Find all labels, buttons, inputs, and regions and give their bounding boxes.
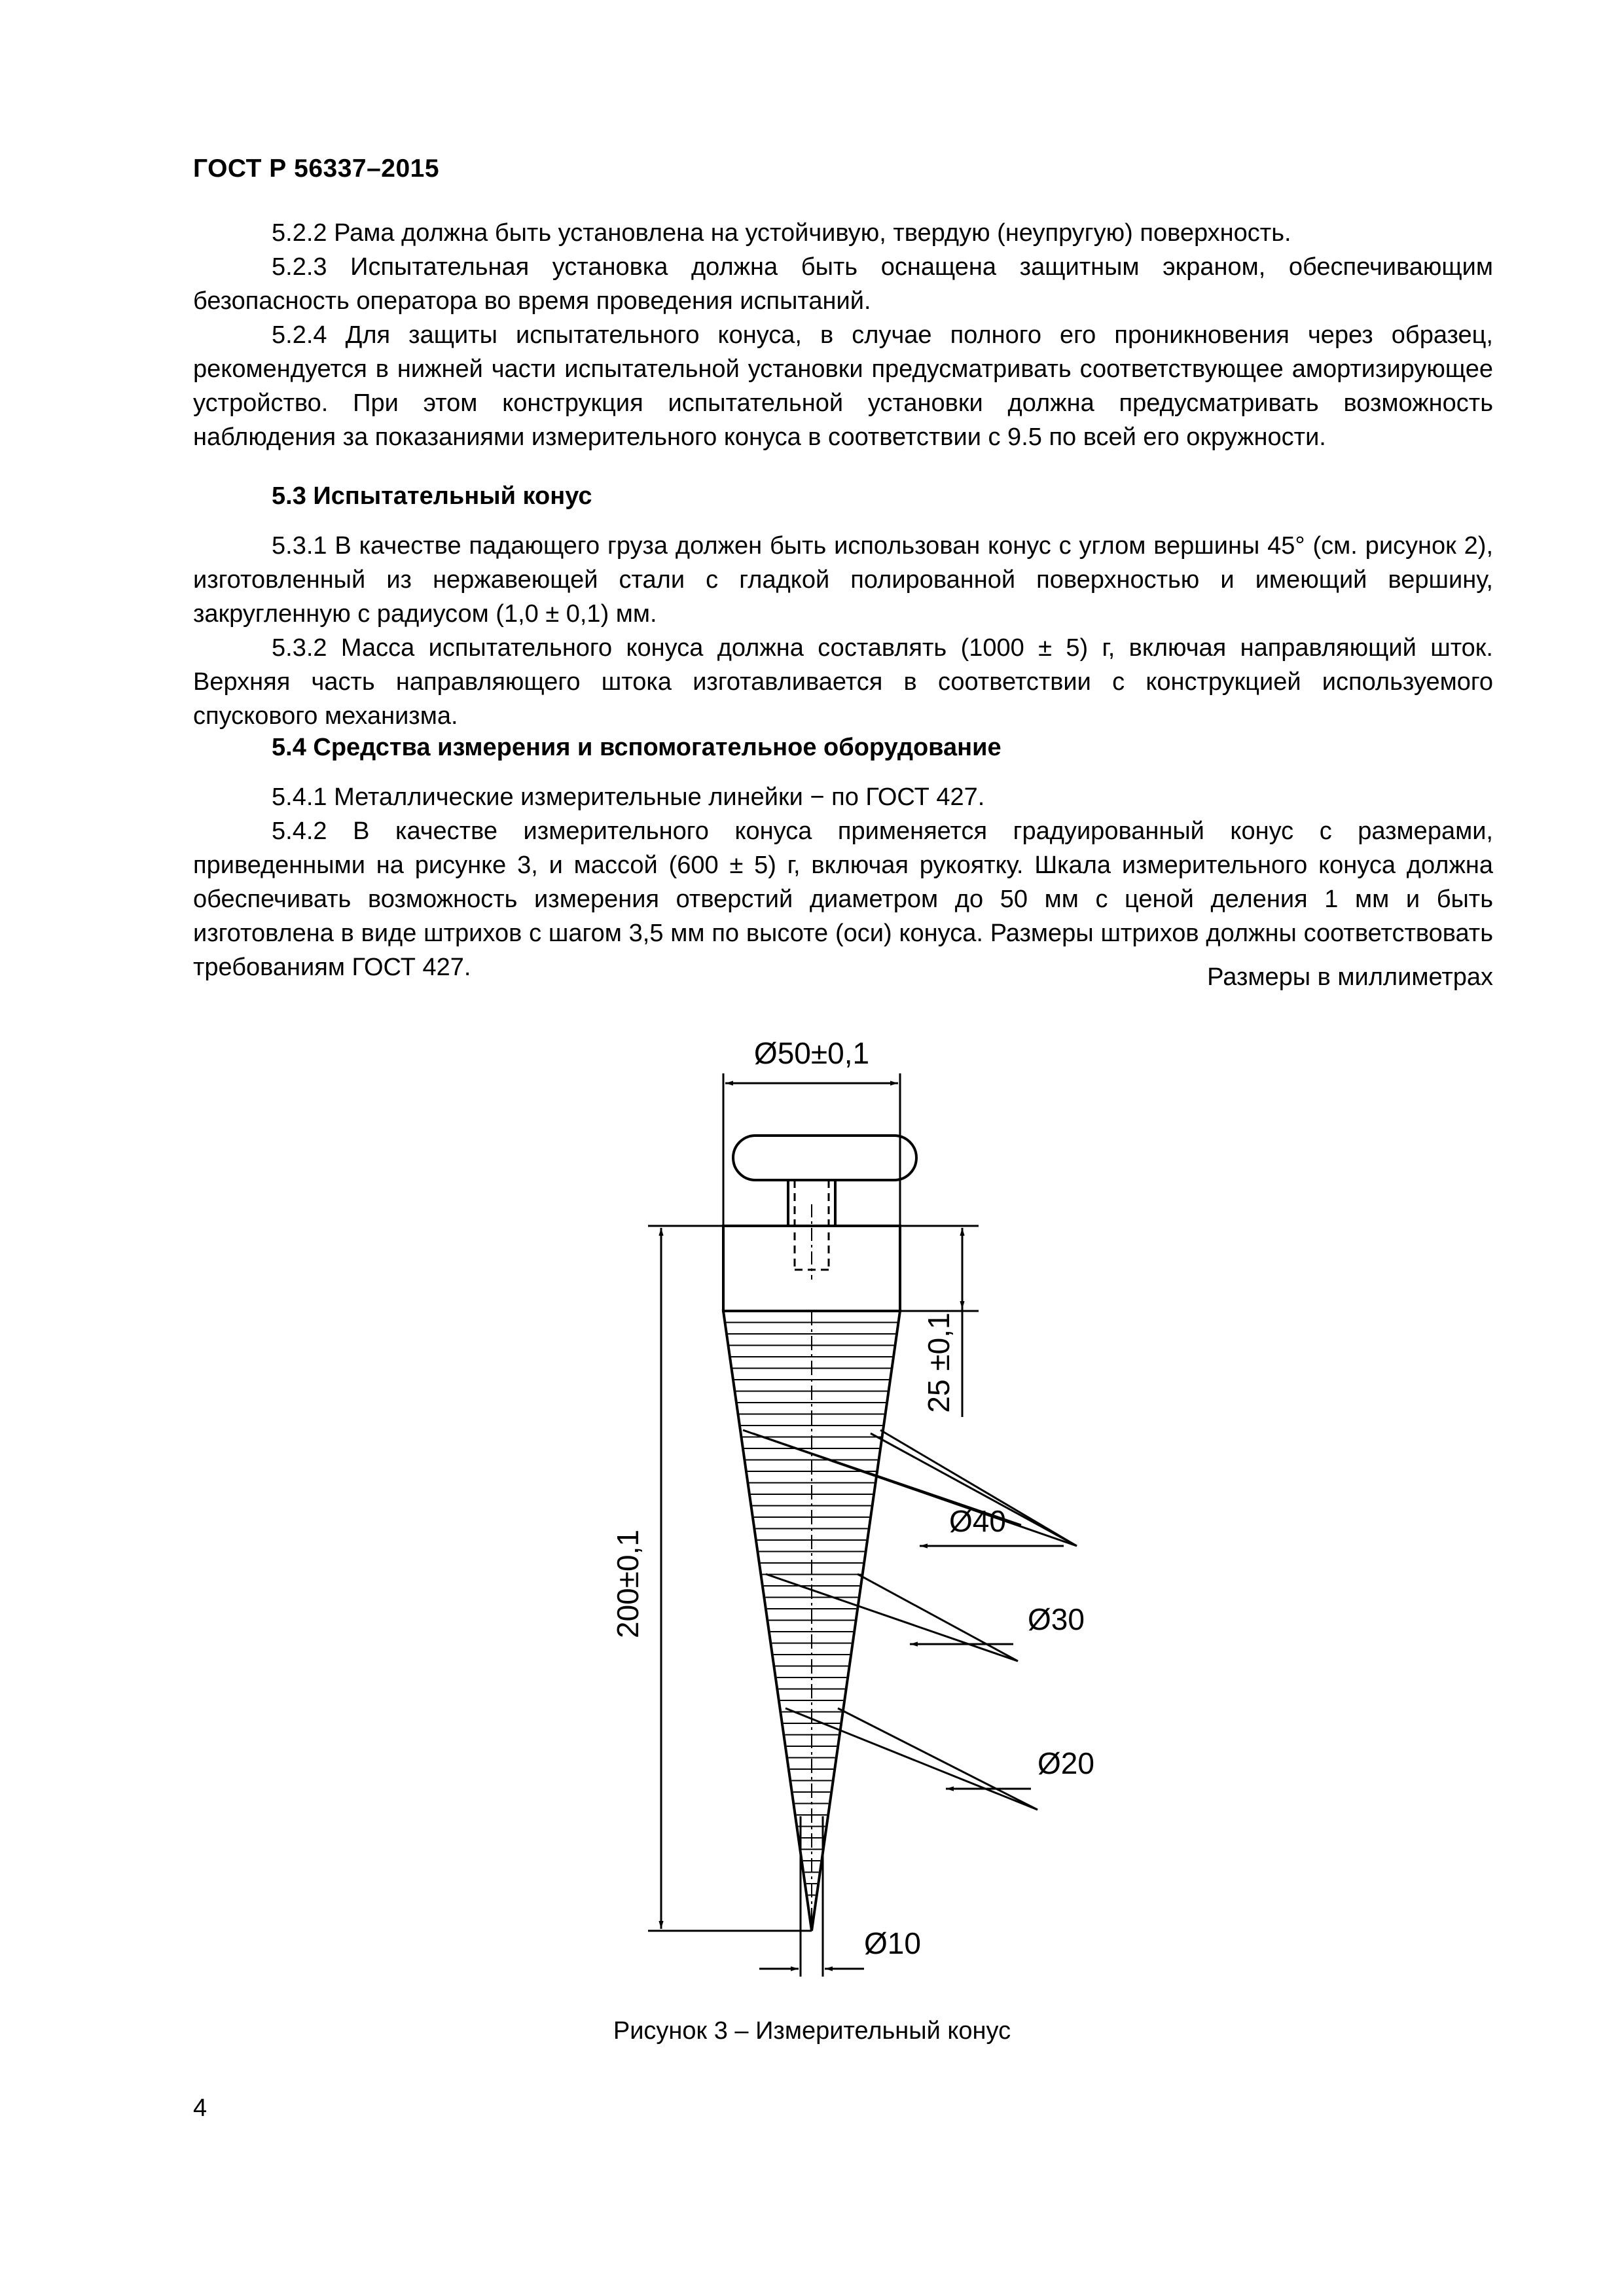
- dim-d40: Ø40: [949, 1504, 1006, 1538]
- d30-leader-left: [766, 1574, 1018, 1661]
- paragraph-5-2-2: 5.2.2 Рама должна быть установлена на устойчивую, твердую (неупругую) поверхность.: [272, 219, 1291, 247]
- paragraph-5-4-2: 5.4.2 В качестве измерительного конуса применяется градуированный конус с размерами, приведенными на рисунке 3, и массой (600 ± 5) г, включая рукоятку. Шкала измерительного конуса должна обеспечивать возможность измерения отверстий диаметром до 50 мм с ценой деления 1 мм и быть изготовлена в виде штрихов с шагом 3,5 мм по высоте (оси) конуса. Размеры штрихов должны соответствовать требованиям ГОСТ 427.: [193, 817, 1493, 981]
- dim-top-diameter: Ø50±0,1: [753, 1036, 870, 1070]
- section-heading-5-4: 5.4 Средства измерения и вспомогательное оборудование: [272, 734, 1001, 761]
- dim-d30: Ø30: [1028, 1602, 1085, 1636]
- paragraph-5-3-2: 5.3.2 Масса испытательного конуса должна составлять (1000 ± 5) г, включая направляющий шток. Верхняя часть направляющего штока изготавливается в соответствии с конструкцией используемого спускового механизма.: [193, 634, 1493, 730]
- dim-d10: Ø10: [864, 1926, 921, 1960]
- dim-height: 200±0,1: [611, 1530, 645, 1638]
- paragraph-5-4-1: 5.4.1 Металлические измерительные линейки − по ГОСТ 427.: [272, 783, 985, 811]
- section-heading-5-3: 5.3 Испытательный конус: [272, 482, 592, 510]
- d20-leader-right: [838, 1708, 1038, 1810]
- document-id-header: ГОСТ Р 56337–2015: [193, 154, 440, 183]
- d30-leader-right: [857, 1574, 1018, 1661]
- page-number: 4: [193, 2094, 208, 2122]
- dim-d20: Ø20: [1038, 1746, 1094, 1780]
- figure-caption: Рисунок 3 – Измерительный конус: [613, 2017, 1011, 2045]
- sizes-note: Размеры в миллиметрах: [1207, 963, 1493, 991]
- cone-handle-grip: [733, 1136, 916, 1180]
- paragraph-5-2-4: 5.2.4 Для защиты испытательного конуса, в случае полного его проникновения через образец, рекомендуется в нижней части испытательной установки предусматривать соответствующее амортизирующее устройство. При этом конструкция испытательной установки должна предусматривать возможность наблюдения за показаниями измерительного конуса в соответствии с 9.5 по всей его окружности.: [193, 321, 1493, 451]
- cone-graduations: [726, 1311, 897, 1931]
- d20-leader-left: [785, 1708, 1038, 1810]
- dim-head-height: 25 ±0,1: [922, 1312, 956, 1413]
- paragraph-5-3-1: 5.3.1 В качестве падающего груза должен быть использован конус с углом вершины 45° (см. рисунок 2), изготовленный из нержавеющей стали с гладкой полированной поверхностью и имеющий вершину, закругленную с радиусом (1,0 ± 0,1) мм.: [193, 532, 1493, 628]
- paragraph-5-2-3: 5.2.3 Испытательная установка должна быть оснащена защитным экраном, обеспечивающим безопасность оператора во время проведения испытаний.: [193, 253, 1493, 315]
